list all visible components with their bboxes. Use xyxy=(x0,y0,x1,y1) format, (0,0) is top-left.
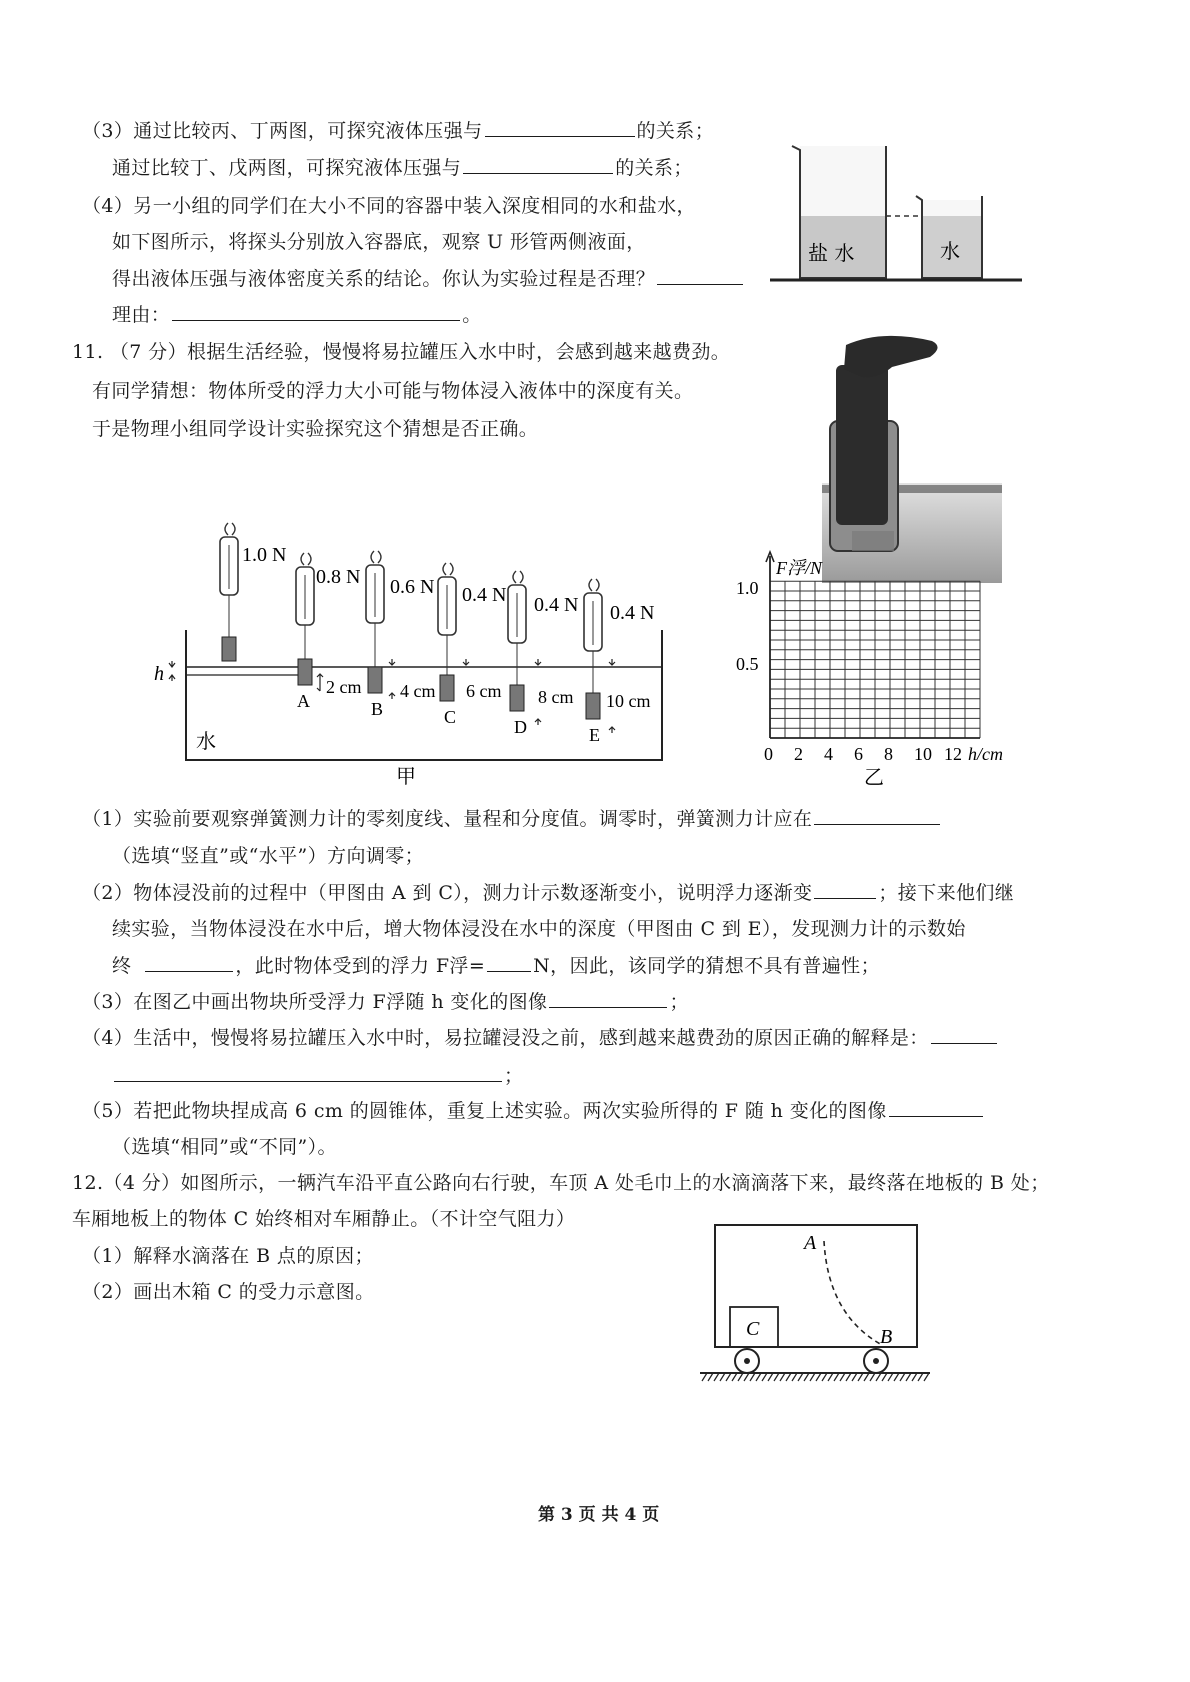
q10-part4-line2: 如下图所示，将探头分别放入容器底，观察 U 形管两侧液面， xyxy=(112,231,646,253)
beakers-figure xyxy=(770,140,1030,290)
x-tick: 10 xyxy=(914,744,932,764)
answer-blank[interactable] xyxy=(814,880,876,899)
answer-blank[interactable] xyxy=(145,953,233,972)
h-label: h xyxy=(154,663,164,685)
q12-part1: （1）解释水滴落在 B 点的原因； xyxy=(82,1245,374,1267)
answer-blank[interactable] xyxy=(889,1098,983,1117)
hatch-line xyxy=(744,1373,749,1381)
depth-label: 8 cm xyxy=(538,687,574,707)
x-axis-label: h/cm xyxy=(968,744,1003,764)
spring-scale xyxy=(220,523,238,661)
q11-line3: 于是物理小组同学设计实验探究这个猜想是否正确。 xyxy=(92,418,539,440)
hatch-line xyxy=(858,1373,863,1381)
q11-part1-line2: （选填“竖直”或“水平”）方向调零； xyxy=(112,845,425,867)
spring-scale xyxy=(584,579,602,719)
q10-part3-line2: 通过比较丁、戊两图，可探究液体压强与 的关系； xyxy=(112,157,693,179)
hatch-line xyxy=(714,1373,719,1381)
x-tick: 12 xyxy=(944,744,962,764)
hatch-line xyxy=(702,1373,707,1381)
q11-part4-line1: （4）生活中，慢慢将易拉罐压入水中时，易拉罐浸没之前，感到越来越费劲的原因正确的解释是： xyxy=(82,1025,999,1051)
q12-part2: （2）画出木箱 C 的受力示意图。 xyxy=(82,1281,375,1303)
hatch-line xyxy=(822,1373,827,1381)
caption-jia: 甲 xyxy=(396,764,416,785)
hatch-line xyxy=(852,1373,857,1381)
q11-part2-line3: 终 ，此时物体受到的浮力 F浮= N，因此，该同学的猜想不具有普遍性； xyxy=(112,955,880,977)
grid xyxy=(770,581,980,738)
hatch-line xyxy=(888,1373,893,1381)
hatch-line xyxy=(882,1373,887,1381)
x-tick: 6 xyxy=(854,744,863,764)
spring-scale xyxy=(508,571,526,711)
hatch-line xyxy=(894,1373,899,1381)
q12-line2: 车厢地板上的物体 C 始终相对车厢静止。（不计空气阻力） xyxy=(72,1208,576,1230)
depth-label: 10 cm xyxy=(606,691,651,711)
hatch-line xyxy=(810,1373,815,1381)
hatch-line xyxy=(750,1373,755,1381)
hatch-line xyxy=(816,1373,821,1381)
y-axis-label: F浮/N xyxy=(776,558,823,578)
hatch-line xyxy=(780,1373,785,1381)
position-label: E xyxy=(589,725,600,745)
reading: 0.4 N xyxy=(534,594,579,616)
hatch-line xyxy=(804,1373,809,1381)
reading: 1.0 N xyxy=(242,544,287,566)
q10-part4-line1: （4）另一小组的同学们在大小不同的容器中装入深度相同的水和盐水， xyxy=(82,195,696,217)
reading: 0.8 N xyxy=(316,566,361,588)
hatch-line xyxy=(786,1373,791,1381)
depth-label: 2 cm xyxy=(326,677,362,697)
hatch-line xyxy=(846,1373,851,1381)
q11-part2-line2: 续实验，当物体浸没在水中后，增大物体浸没在水中的深度（甲图由 C 到 E），发现测力计的示数始 xyxy=(112,918,966,940)
water-label: 水 xyxy=(940,239,960,263)
hatch-line xyxy=(774,1373,779,1381)
q10-part4-line3: 得出液体压强与液体密度关系的结论。你认为实验过程是否理？ xyxy=(112,266,745,292)
q11-part1-line1: （1）实验前要观察弹簧测力计的零刻度线、量程和分度值。调零时，弹簧测力计应在 xyxy=(82,806,942,832)
q11-line2: 有同学猜想：物体所受的浮力大小可能与物体浸入液体中的深度有关。 xyxy=(92,380,694,402)
water-label: 水 xyxy=(196,729,216,753)
q11-part5-line1: （5）若把此物块捏成高 6 cm 的圆锥体，重复上述实验。两次实验所得的 F 随 h 变化的图像 xyxy=(82,1098,985,1124)
position-label: A xyxy=(297,691,310,711)
position-label: D xyxy=(514,717,527,737)
hatch-line xyxy=(732,1373,737,1381)
q11-part3: （3）在图乙中画出物块所受浮力 F浮随 h 变化的图像 ； xyxy=(82,991,689,1013)
hatch-line xyxy=(720,1373,725,1381)
label-c: C xyxy=(746,1318,760,1340)
caption-yi: 乙 xyxy=(864,765,884,788)
salt-label: 盐 水 xyxy=(808,241,855,265)
q10-part3-line1: （3）通过比较丙、丁两图，可探究液体压强与 的关系； xyxy=(82,120,715,142)
q11-header: 11. （7 分）根据生活经验，慢慢将易拉罐压入水中时，会感到越来越费劲。 xyxy=(72,341,731,363)
hatch-line xyxy=(756,1373,761,1381)
hatch-line xyxy=(708,1373,713,1381)
hatch-line xyxy=(876,1373,881,1381)
answer-blank[interactable] xyxy=(463,155,613,174)
position-label: C xyxy=(444,707,457,727)
reading: 0.6 N xyxy=(390,576,435,598)
hatch-line xyxy=(924,1373,929,1381)
q12-line1: 12.（4 分）如图所示，一辆汽车沿平直公路向右行驶，车顶 A 处毛巾上的水滴滴落下来，最终落在地板的 B 处； xyxy=(72,1172,1050,1194)
label-b: B xyxy=(880,1326,893,1348)
hatch-line xyxy=(834,1373,839,1381)
depth-label: 4 cm xyxy=(400,681,436,701)
salt-beaker-air xyxy=(800,146,886,216)
x-ticks xyxy=(764,744,962,764)
spring-scale xyxy=(296,553,314,685)
answer-blank[interactable] xyxy=(172,302,460,321)
position-label: B xyxy=(371,699,384,719)
x-tick: 8 xyxy=(884,744,893,764)
spring-scale xyxy=(438,563,456,701)
figure-yi xyxy=(730,548,1030,788)
drop-path xyxy=(824,1241,882,1345)
hatch-line xyxy=(798,1373,803,1381)
hatch-line xyxy=(870,1373,875,1381)
x-tick: 0 xyxy=(764,744,773,764)
hatch-line xyxy=(912,1373,917,1381)
y-tick: 0.5 xyxy=(736,654,759,674)
hatch-line xyxy=(792,1373,797,1381)
hatch-line xyxy=(738,1373,743,1381)
spring-scale xyxy=(366,551,384,693)
depth-label: 6 cm xyxy=(466,681,502,701)
hatch-line xyxy=(906,1373,911,1381)
hatch-line xyxy=(762,1373,767,1381)
hatch-line xyxy=(918,1373,923,1381)
q11-part2-line1: （2）物体浸没前的过程中（甲图由 A 到 C），测力计示数逐渐变小，说明浮力逐渐变 ；接下来他们继 xyxy=(82,882,1015,904)
hatch-line xyxy=(840,1373,845,1381)
q11-part5-line2: （选填“相同”或“不同”）。 xyxy=(112,1136,337,1158)
page-footer: 第 3 页 共 4 页 xyxy=(538,1505,660,1525)
answer-blank[interactable] xyxy=(931,1025,997,1044)
answer-blank[interactable] xyxy=(549,989,667,1008)
answer-blank[interactable] xyxy=(114,1063,502,1082)
reading: 0.4 N xyxy=(610,602,655,624)
q10-part4-line4: 理由： 。 xyxy=(112,304,482,326)
figure-jia xyxy=(140,515,720,785)
y-tick: 1.0 xyxy=(736,578,759,598)
answer-blank[interactable] xyxy=(485,118,635,137)
q11-part4-line2: ； xyxy=(112,1063,523,1089)
answer-blank[interactable] xyxy=(657,266,743,285)
hatch-line xyxy=(900,1373,905,1381)
answer-blank[interactable] xyxy=(814,806,940,825)
answer-blank[interactable] xyxy=(487,953,531,972)
car-figure xyxy=(700,1215,940,1390)
hatch-line xyxy=(864,1373,869,1381)
x-tick: 2 xyxy=(794,744,803,764)
road-hatch xyxy=(702,1373,929,1381)
hatch-line xyxy=(726,1373,731,1381)
reading: 0.4 N xyxy=(462,584,507,606)
hatch-line xyxy=(768,1373,773,1381)
hatch-line xyxy=(828,1373,833,1381)
can xyxy=(836,365,888,525)
x-tick: 4 xyxy=(824,744,833,764)
label-a: A xyxy=(804,1232,817,1254)
